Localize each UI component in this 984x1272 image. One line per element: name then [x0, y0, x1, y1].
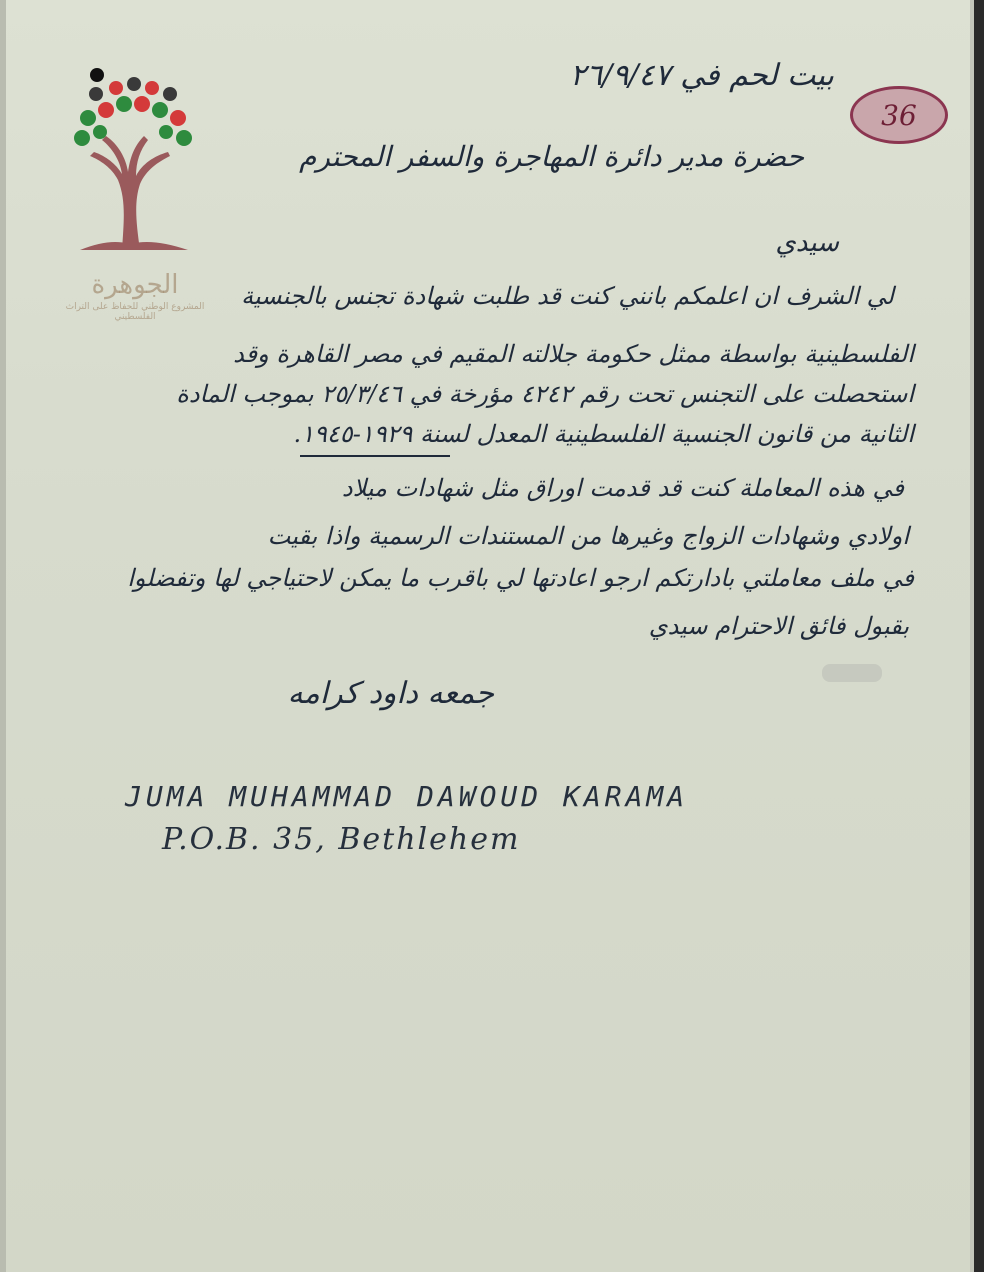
- date-line: بيت لحم في ٢٦/٩/٤٧: [569, 58, 834, 93]
- scan-edge-right: [974, 0, 984, 1272]
- law-year-underline: [300, 455, 450, 457]
- body-line: الفلسطينية بواسطة ممثل حكومة جلالته المقيم في مصر القاهرة وقد: [233, 340, 914, 368]
- page-number-stamp: 36: [850, 86, 948, 144]
- body-line: اولادي وشهادات الزواج وغيرها من المستندات الرسمية واذا بقيت: [267, 522, 909, 550]
- tree-logo-icon: [60, 60, 205, 260]
- body-line: لي الشرف ان اعلمكم بانني كنت قد طلبت شهادة تجنس بالجنسية: [241, 282, 894, 310]
- sender-name: JUMA MUHAMMAD DAWOUD KARAMA: [125, 780, 689, 813]
- ink-smudge: [822, 664, 882, 682]
- recipient-line: حضرة مدير دائرة المهاجرة والسفر المحترم: [299, 140, 804, 173]
- body-line: في هذه المعاملة كنت قد قدمت اوراق مثل شهادات ميلاد: [341, 474, 904, 502]
- body-line: في ملف معاملتي بادارتكم ارجو اعادتها لي باقرب ما يمكن لاحتياجي لها وتفضلوا: [127, 564, 914, 592]
- body-line: بقبول فائق الاحترام سيدي: [648, 612, 909, 640]
- logo-subtitle: المشروع الوطني للحفاظ على التراث الفلسطيني: [65, 302, 205, 322]
- body-line: استحصلت على التجنس تحت رقم ٤٢٤٢ مؤرخة في ٢٥/٣/٤٦ بموجب المادة: [176, 380, 914, 408]
- scan-edge-left: [0, 0, 6, 1272]
- logo-title: الجوهرة: [91, 270, 179, 300]
- sender-address: P.O.B. 35, Bethlehem: [162, 822, 521, 857]
- signature: جمعه داود كرامه: [287, 676, 494, 711]
- body-line: الثانية من قانون الجنسية الفلسطينية المعدل لسنة ١٩٢٩-١٩٤٥.: [293, 420, 914, 448]
- logo-watermark-text: [60, 270, 210, 322]
- greeting: سيدي: [775, 228, 839, 258]
